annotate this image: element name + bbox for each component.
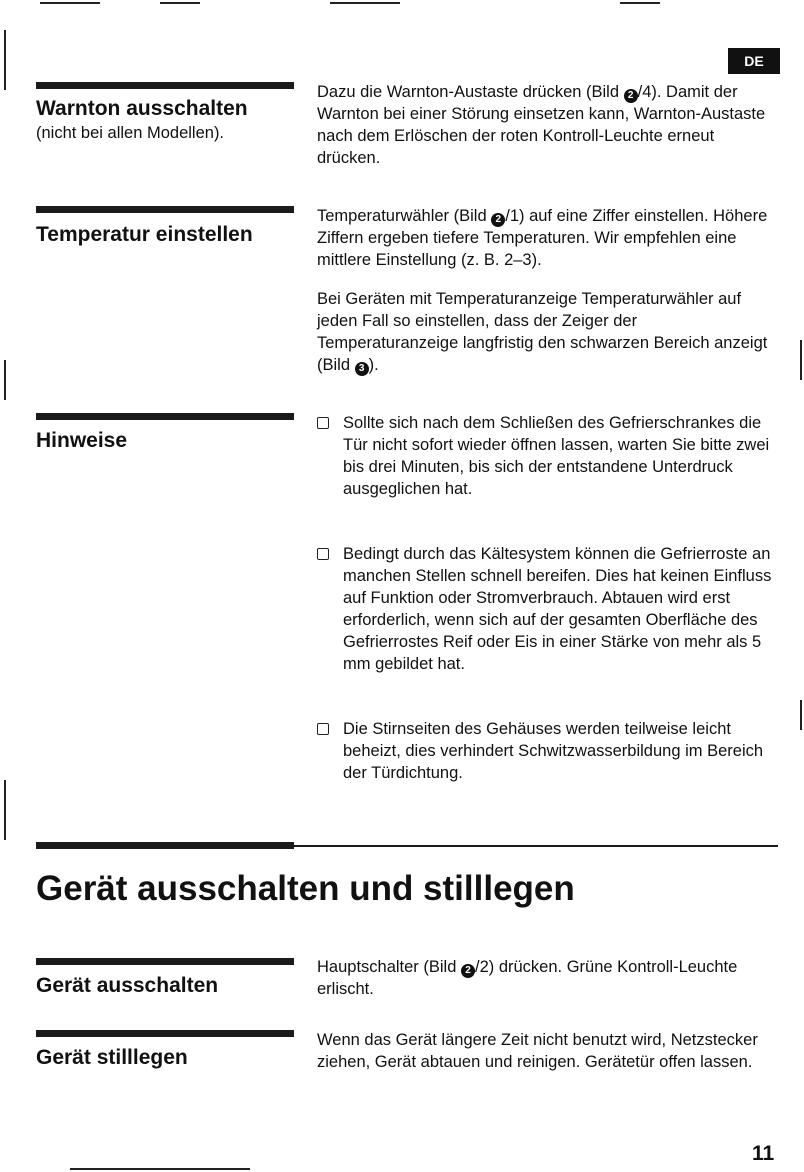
- section-title-warnton: Warnton ausschalten: [36, 97, 248, 120]
- scan-mark: [40, 2, 100, 4]
- scan-mark: [800, 700, 802, 730]
- page-number: 11: [752, 1142, 775, 1165]
- figure-ref-icon: 3: [355, 362, 369, 376]
- chapter-rule-thin: [294, 845, 778, 847]
- section-rule: [36, 413, 294, 420]
- section-rule: [36, 958, 294, 965]
- section-title-ausschalten: Gerät ausschalten: [36, 974, 219, 997]
- stilllegen-paragraph: Wenn das Gerät längere Zeit nicht benutzt wird, Netzstecker ziehen, Gerät abtauen und reinigen. Gerätetür offen lassen.: [317, 1031, 758, 1071]
- section-title-stilllegen: Gerät stilllegen: [36, 1046, 188, 1069]
- list-item: Die Stirnseiten des Gehäuses werden teilweise leicht beheizt, dies verhindert Schwitzwasserbildung im Bereich der Türdichtung.: [317, 718, 787, 784]
- figure-ref-icon: 2: [461, 964, 475, 978]
- language-badge: DE: [728, 48, 780, 74]
- scan-mark: [620, 2, 660, 4]
- temperatur-paragraph-2: Bei Geräten mit Temperaturanzeige Temperaturwähler auf jeden Fall so einstellen, dass der Zeiger der Temperaturanzeige langfristig den schwarzen Bereich anzeigt (Bild 3 ).: [317, 290, 768, 374]
- ausschalten-paragraph: Hauptschalter (Bild 2 /2) drücken. Grüne Kontroll-Leuchte erlischt.: [317, 958, 738, 998]
- section-rule: [36, 82, 294, 89]
- scan-mark: [800, 340, 802, 380]
- checkbox-bullet-icon: [317, 723, 329, 735]
- section-rule: [36, 1030, 294, 1037]
- section-rule: [36, 206, 294, 213]
- list-item: Bedingt durch das Kältesystem können die Gefrierroste an manchen Stellen schnell bereifen. Dies hat keinen Einfluss auf Funktion oder Stromverbrauch. Abtauen wird erst erforderlich, wenn sich auf der gesamten Oberfläche des Gefrierrostes Reif oder Eis in einer Stärke von mehr als 5 mm gebildet hat.: [317, 543, 787, 675]
- list-item: Sollte sich nach dem Schließen des Gefrierschrankes die Tür nicht sofort wieder öffnen lassen, warten Sie bitte zwei bis drei Minuten, bis sich der entstandene Unterdruck ausgeglichen hat.: [317, 412, 787, 500]
- scan-mark: [4, 780, 6, 840]
- warnton-paragraph: Dazu die Warnton-Austaste drücken (Bild 2 /4). Damit der Warnton bei einer Störung einsetzen kann, Warnton-Austaste nach dem Erlöschen der roten Kontroll-Leuchte erneut drücken.: [317, 83, 766, 167]
- chapter-rule: [36, 842, 294, 849]
- checkbox-bullet-icon: [317, 417, 329, 429]
- scan-mark: [4, 360, 6, 400]
- figure-ref-icon: 2: [491, 213, 505, 227]
- temperatur-paragraph-1: Temperaturwähler (Bild 2 /1) auf eine Ziffer einstellen. Höhere Ziffern ergeben tiefere Temperaturen. Wir empfehlen eine mittlere Einstellung (z. B. 2–3).: [317, 207, 768, 269]
- section-subtitle-warnton: (nicht bei allen Modellen).: [36, 124, 225, 142]
- section-title-hinweise: Hinweise: [36, 429, 128, 452]
- scan-mark: [330, 2, 400, 4]
- figure-ref-icon: 2: [624, 89, 638, 103]
- section-title-temperatur: Temperatur einstellen: [36, 223, 253, 246]
- scan-mark: [70, 1168, 250, 1170]
- scan-mark: [4, 30, 6, 90]
- chapter-title: Gerät ausschalten und stilllegen: [36, 869, 575, 908]
- checkbox-bullet-icon: [317, 548, 329, 560]
- scan-mark: [160, 2, 200, 4]
